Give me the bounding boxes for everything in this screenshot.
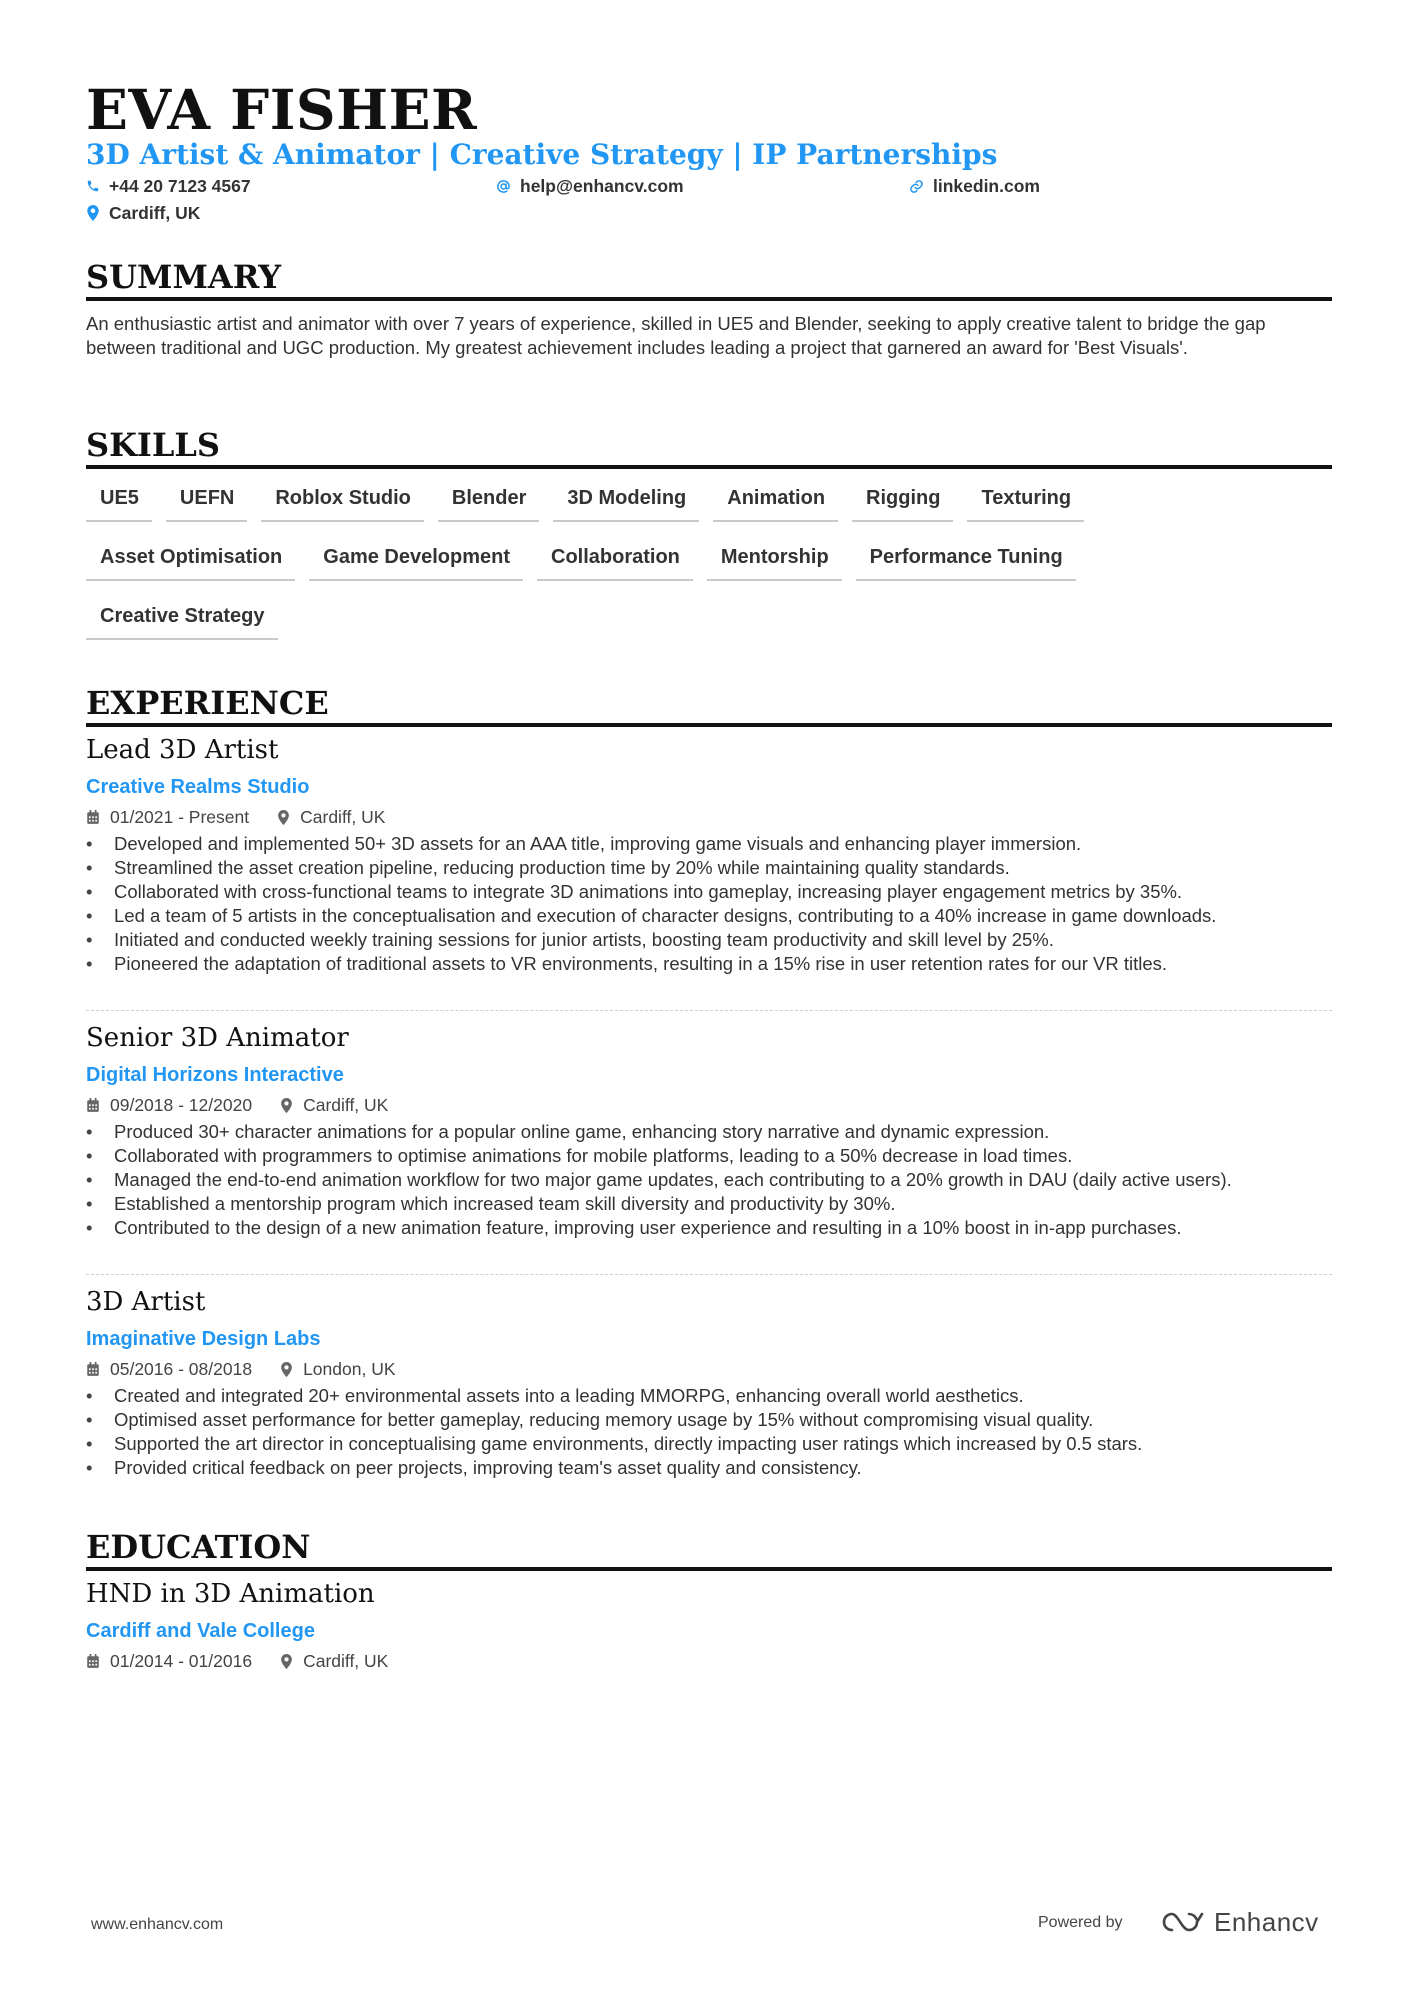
job-dates: 05/2016 - 08/2018 bbox=[110, 1359, 253, 1379]
list-item: • Developed and implemented 50+ 3D assets for an AAA title, improving game visuals and enhancing player immersion. bbox=[86, 832, 1332, 856]
skill-tag: Mentorship bbox=[707, 537, 842, 581]
at-icon bbox=[496, 179, 511, 194]
footer-url[interactable]: www.enhancv.com bbox=[91, 1916, 224, 1933]
contact-email[interactable] bbox=[496, 175, 684, 197]
list-item: • Collaborated with cross-functional teams to integrate 3D animations into gameplay, increasing player engagement metrics by 35%. bbox=[86, 880, 1332, 904]
skills-row bbox=[86, 537, 1332, 596]
summary-heading: SUMMARY bbox=[86, 258, 1332, 301]
phone-icon bbox=[86, 179, 100, 193]
linkedin-text: linkedin.com bbox=[933, 176, 1040, 196]
brand-logo[interactable] bbox=[1160, 1904, 1319, 1940]
phone-text: +44 20 7123 4567 bbox=[109, 176, 251, 196]
list-item: • Pioneered the adaptation of traditional assets to VR environments, resulting in a 15% rise in user retention rates for our VR titles. bbox=[86, 952, 1332, 976]
summary-text: An enthusiastic artist and animator with over 7 years of experience, skilled in UE5 and Blender, seeking to apply creative talent to bridge the gap between traditional and UGC production. My greatest achievement includes leading a project that garnered an award for 'Best Visuals'. bbox=[86, 313, 1266, 358]
contact-linkedin[interactable] bbox=[909, 175, 1040, 197]
skill-tag: 3D Modeling bbox=[553, 478, 699, 522]
list-item: • Created and integrated 20+ environmental assets into a leading MMORPG, enhancing overall world aesthetics. bbox=[86, 1384, 1332, 1408]
company-name[interactable]: Creative Realms Studio bbox=[86, 776, 310, 798]
location-pin-icon bbox=[280, 1362, 293, 1377]
job-title: Lead 3D Artist bbox=[86, 735, 279, 765]
company-name[interactable]: Imaginative Design Labs bbox=[86, 1328, 321, 1350]
list-item: • Supported the art director in conceptualising game environments, directly impacting user ratings which increased by 0.5 stars. bbox=[86, 1432, 1332, 1456]
job-meta bbox=[86, 1094, 388, 1116]
job-bullets bbox=[86, 1120, 1332, 1240]
location-pin-icon bbox=[86, 205, 100, 221]
school-name[interactable]: Cardiff and Vale College bbox=[86, 1620, 315, 1642]
list-item: • Streamlined the asset creation pipeline, reducing production time by 20% while maintaining quality standards. bbox=[86, 856, 1332, 880]
skills-list bbox=[86, 478, 1332, 655]
skill-tag: Performance Tuning bbox=[856, 537, 1076, 581]
link-icon bbox=[909, 179, 924, 194]
job-title: 3D Artist bbox=[86, 1287, 206, 1317]
list-item: • Managed the end-to-end animation workflow for two major game updates, each contributing to a 20% growth in DAU (daily active users). bbox=[86, 1168, 1332, 1192]
list-item: • Provided critical feedback on peer projects, improving team's asset quality and consistency. bbox=[86, 1456, 1332, 1480]
job-dates: 01/2021 - Present bbox=[110, 807, 250, 827]
education-meta bbox=[86, 1650, 388, 1672]
company-name[interactable]: Digital Horizons Interactive bbox=[86, 1064, 344, 1086]
calendar-icon bbox=[86, 1098, 100, 1113]
list-item: • Collaborated with programmers to optimise animations for mobile platforms, leading to a 50% decrease in load times. bbox=[86, 1144, 1332, 1168]
job-location: Cardiff, UK bbox=[303, 1095, 389, 1115]
job-bullets bbox=[86, 1384, 1332, 1480]
location-pin-icon bbox=[280, 1098, 293, 1113]
location-text: Cardiff, UK bbox=[109, 203, 201, 223]
job-meta bbox=[86, 806, 385, 828]
calendar-icon bbox=[86, 810, 100, 825]
enhancv-logo-icon bbox=[1160, 1909, 1206, 1935]
list-item: • Led a team of 5 artists in the conceptualisation and execution of character designs, contributing to a 40% increase in game downloads. bbox=[86, 904, 1332, 928]
skill-tag: Creative Strategy bbox=[86, 596, 278, 640]
job-title: Senior 3D Animator bbox=[86, 1023, 349, 1053]
location-pin-icon bbox=[277, 810, 290, 825]
divider bbox=[86, 1274, 1332, 1275]
list-item: • Optimised asset performance for better gameplay, reducing memory usage by 15% without compromising visual quality. bbox=[86, 1408, 1332, 1432]
job-dates: 09/2018 - 12/2020 bbox=[110, 1095, 253, 1115]
job-bullets bbox=[86, 832, 1332, 976]
job-meta bbox=[86, 1358, 396, 1380]
skills-heading: SKILLS bbox=[86, 426, 1332, 469]
skill-tag: Blender bbox=[438, 478, 539, 522]
skill-tag: Collaboration bbox=[537, 537, 693, 581]
list-item: • Produced 30+ character animations for a popular online game, enhancing story narrative and dynamic expression. bbox=[86, 1120, 1332, 1144]
list-item: • Contributed to the design of a new animation feature, improving user experience and resulting in a 10% boost in in-app purchases. bbox=[86, 1216, 1332, 1240]
skill-tag: Rigging bbox=[852, 478, 953, 522]
skill-tag: Asset Optimisation bbox=[86, 537, 295, 581]
skill-tag: Roblox Studio bbox=[261, 478, 424, 522]
calendar-icon bbox=[86, 1362, 100, 1377]
list-item: • Initiated and conducted weekly training sessions for junior artists, boosting team productivity and skill level by 25%. bbox=[86, 928, 1332, 952]
brand-name: Enhancv bbox=[1214, 1907, 1319, 1937]
skill-tag: UEFN bbox=[166, 478, 247, 522]
skill-tag: Animation bbox=[713, 478, 838, 522]
skills-row bbox=[86, 596, 1332, 655]
skills-row bbox=[86, 478, 1332, 537]
experience-heading: EXPERIENCE bbox=[86, 684, 1332, 727]
calendar-icon bbox=[86, 1654, 100, 1669]
education-dates: 01/2014 - 01/2016 bbox=[110, 1651, 253, 1671]
powered-by-label: Powered by bbox=[1038, 1914, 1123, 1931]
contact-phone bbox=[86, 175, 251, 197]
skill-tag: Texturing bbox=[967, 478, 1084, 522]
skill-tag: UE5 bbox=[86, 478, 152, 522]
divider bbox=[86, 1010, 1332, 1011]
location-pin-icon bbox=[280, 1654, 293, 1669]
education-location: Cardiff, UK bbox=[303, 1651, 389, 1671]
candidate-name: EVA FISHER bbox=[86, 77, 478, 142]
list-item: • Established a mentorship program which increased team skill diversity and productivity by 30%. bbox=[86, 1192, 1332, 1216]
headline: 3D Artist & Animator | Creative Strategy | IP Partnerships bbox=[86, 138, 998, 171]
contact-location bbox=[86, 202, 200, 224]
job-location: Cardiff, UK bbox=[300, 807, 386, 827]
job-location: London, UK bbox=[303, 1359, 396, 1379]
education-heading: EDUCATION bbox=[86, 1528, 1332, 1571]
skill-tag: Game Development bbox=[309, 537, 523, 581]
email-text: help@enhancv.com bbox=[520, 176, 684, 196]
degree-title: HND in 3D Animation bbox=[86, 1579, 375, 1609]
